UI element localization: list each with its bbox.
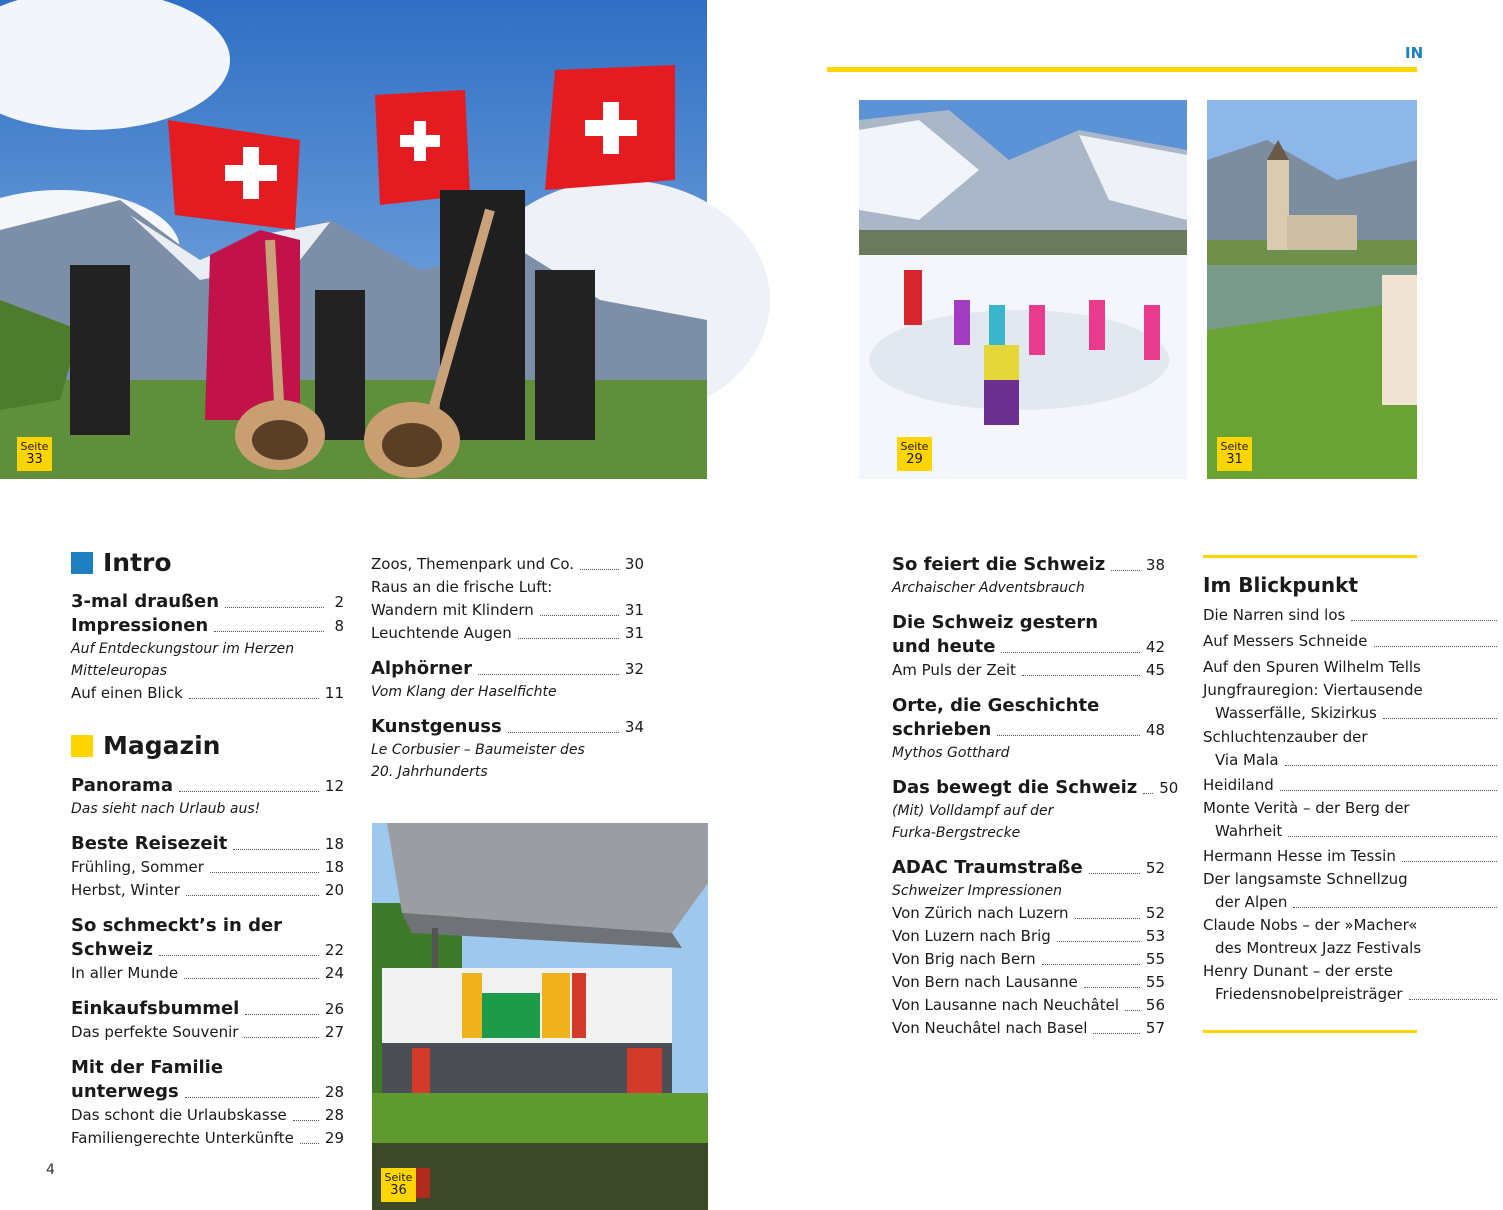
badge-label: Seite [1220, 440, 1249, 453]
toc-entry[interactable]: Auf einen Blick 11 [71, 684, 344, 702]
photo-alphorn-flags [0, 0, 707, 479]
magazin-heading [71, 731, 220, 760]
page-badge [1217, 437, 1252, 471]
badge-page: 33 [26, 452, 43, 467]
toc-subtitle: Archaischer Adventsbrauch [892, 580, 1085, 596]
toc-subtitle: Vom Klang der Haselfichte [371, 684, 557, 700]
toc-subtitle: (Mit) Volldampf auf der [892, 803, 1054, 819]
toc-entry[interactable]: ADAC Traumstraße 52 [892, 857, 1165, 878]
badge-label: Seite [20, 440, 49, 453]
toc-subtitle: Das sieht nach Urlaub aus! [71, 801, 261, 817]
toc-entry[interactable]: Von Luzern nach Brig 53 [892, 927, 1165, 945]
toc-line[interactable]: Henry Dunant – der erste [1203, 962, 1394, 980]
page-badge [897, 437, 932, 471]
toc-entry[interactable]: Von Zürich nach Luzern 52 [892, 904, 1165, 922]
toc-heading-line: So schmeckt’s in der [71, 915, 283, 936]
toc-entry[interactable]: Einkaufsbummel 26 [71, 998, 344, 1019]
badge-page: 31 [1226, 452, 1243, 467]
toc-entry[interactable]: In aller Munde 24 [71, 964, 344, 982]
badge-page: 29 [906, 452, 923, 467]
intro-list [71, 590, 344, 705]
toc-entry[interactable]: Wandern mit Klindern 31 [371, 601, 644, 619]
blickpunkt-title: Im Blickpunkt [1203, 573, 1359, 597]
toc-line[interactable]: des Montreux Jazz Festivals [1215, 939, 1422, 957]
toc-entry[interactable]: 3-mal draußen 2 [71, 591, 344, 612]
toc-entry[interactable]: Das perfekte Souvenir 27 [71, 1023, 344, 1041]
magazin-title: Magazin [103, 731, 221, 760]
toc-entry[interactable]: Familiengerechte Unterkünfte 29 [71, 1129, 344, 1147]
toc-line: Raus an die frische Luft: [371, 578, 553, 596]
yellow-square-icon [71, 735, 93, 757]
toc-subtitle: Mythos Gotthard [892, 745, 1010, 761]
page-badge [381, 1168, 416, 1202]
toc-entry[interactable]: Hermann Hesse im Tessin [1203, 845, 1503, 868]
top-yellow-rule [827, 67, 1417, 72]
toc-entry[interactable]: Von Lausanne nach Neuchâtel 56 [892, 996, 1165, 1014]
intro-heading [71, 548, 172, 577]
toc-entry[interactable]: Leuchtende Augen 31 [371, 624, 644, 642]
page-number: 4 [46, 1162, 55, 1178]
toc-entry[interactable]: Zoos, Themenpark und Co. 30 [371, 555, 644, 573]
toc-heading-line: Mit der Familie [71, 1057, 224, 1078]
toc-entry[interactable]: Kunstgenuss 34 [371, 716, 644, 737]
kids-skiing-illustration [859, 100, 1187, 479]
toc-entry[interactable]: Von Neuchâtel nach Basel 57 [892, 1019, 1165, 1037]
toc-subtitle: 20. Jahrhunderts [371, 764, 488, 780]
toc-line[interactable]: Claude Nobs – der »Macher« [1203, 916, 1418, 934]
toc-line[interactable]: Jungfrauregion: Viertausende [1203, 681, 1423, 699]
toc-entry[interactable]: Die Narren sind los [1203, 604, 1503, 627]
toc-entry[interactable]: unterwegs 28 [71, 1081, 344, 1102]
toc-entry[interactable]: Beste Reisezeit 18 [71, 833, 344, 854]
toc-subtitle: Mitteleuropas [71, 663, 168, 679]
toc-entry[interactable]: der Alpen [1203, 891, 1503, 914]
toc-line[interactable]: Monte Verità – der Berg der [1203, 799, 1410, 817]
intro-title: Intro [103, 548, 172, 577]
toc-entry[interactable]: Frühling, Sommer 18 [71, 858, 344, 876]
magazin-column-2 [371, 553, 644, 783]
photo-le-corbusier-pavilion [372, 823, 708, 1210]
toc-line[interactable]: Schluchtenzauber der [1203, 728, 1368, 746]
toc-entry[interactable]: Auf Messers Schneide [1203, 630, 1503, 653]
toc-entry[interactable]: Das schont die Urlaubskasse 28 [71, 1106, 344, 1124]
toc-entry[interactable]: Wahrheit [1203, 820, 1503, 843]
toc-line[interactable]: Der langsamste Schnellzug [1203, 870, 1408, 888]
toc-entry[interactable]: Von Bern nach Lausanne 55 [892, 973, 1165, 991]
toc-entry[interactable]: Schweiz 22 [71, 939, 344, 960]
photo-church-lake [1207, 100, 1417, 479]
toc-entry[interactable]: Alphörner 32 [371, 658, 644, 679]
toc-line[interactable]: Auf den Spuren Wilhelm Tells [1203, 658, 1421, 676]
magazin-column-3 [892, 553, 1179, 1040]
toc-entry[interactable]: Panorama 12 [71, 775, 344, 796]
toc-entry[interactable]: Wasserfälle, Skizirkus [1203, 702, 1503, 725]
blickpunkt-box [1203, 570, 1423, 1006]
photo-kids-skiing [859, 100, 1187, 479]
toc-heading-line: Orte, die Geschichte [892, 695, 1100, 716]
toc-entry[interactable]: Herbst, Winter 20 [71, 881, 344, 899]
toc-entry[interactable]: Impressionen 8 [71, 615, 344, 636]
toc-subtitle: Auf Entdeckungstour im Herzen [71, 641, 295, 657]
toc-heading-line: Die Schweiz gestern [892, 612, 1099, 633]
badge-label: Seite [900, 440, 929, 453]
blickpunkt-top-rule [1203, 555, 1417, 558]
section-corner-label: IN [1405, 44, 1424, 62]
alphorn-flags-illustration [0, 0, 707, 479]
toc-entry[interactable]: Am Puls der Zeit 45 [892, 661, 1165, 679]
toc-subtitle: Le Corbusier – Baumeister des [371, 742, 585, 758]
toc-entry[interactable]: Das bewegt die Schweiz 50 [892, 777, 1179, 798]
badge-page: 36 [390, 1183, 407, 1198]
toc-entry[interactable]: und heute 42 [892, 636, 1165, 657]
toc-entry[interactable]: Friedensnobelpreisträger [1203, 983, 1503, 1006]
blickpunkt-bottom-rule [1203, 1030, 1417, 1033]
toc-entry[interactable]: Heidiland [1203, 774, 1503, 797]
toc-subtitle: Furka-Bergstrecke [892, 825, 1021, 841]
toc-entry[interactable]: schrieben 48 [892, 719, 1165, 740]
toc-entry[interactable]: Von Brig nach Bern 55 [892, 950, 1165, 968]
badge-label: Seite [384, 1171, 413, 1184]
pavilion-illustration [372, 823, 708, 1210]
toc-entry[interactable]: So feiert die Schweiz 38 [892, 554, 1165, 575]
magazin-column-1 [71, 774, 344, 1150]
toc-subtitle: Schweizer Impressionen [892, 883, 1063, 899]
blue-square-icon [71, 552, 93, 574]
toc-entry[interactable]: Via Mala [1203, 749, 1503, 772]
page-badge [17, 437, 52, 471]
church-lake-illustration [1207, 100, 1417, 479]
